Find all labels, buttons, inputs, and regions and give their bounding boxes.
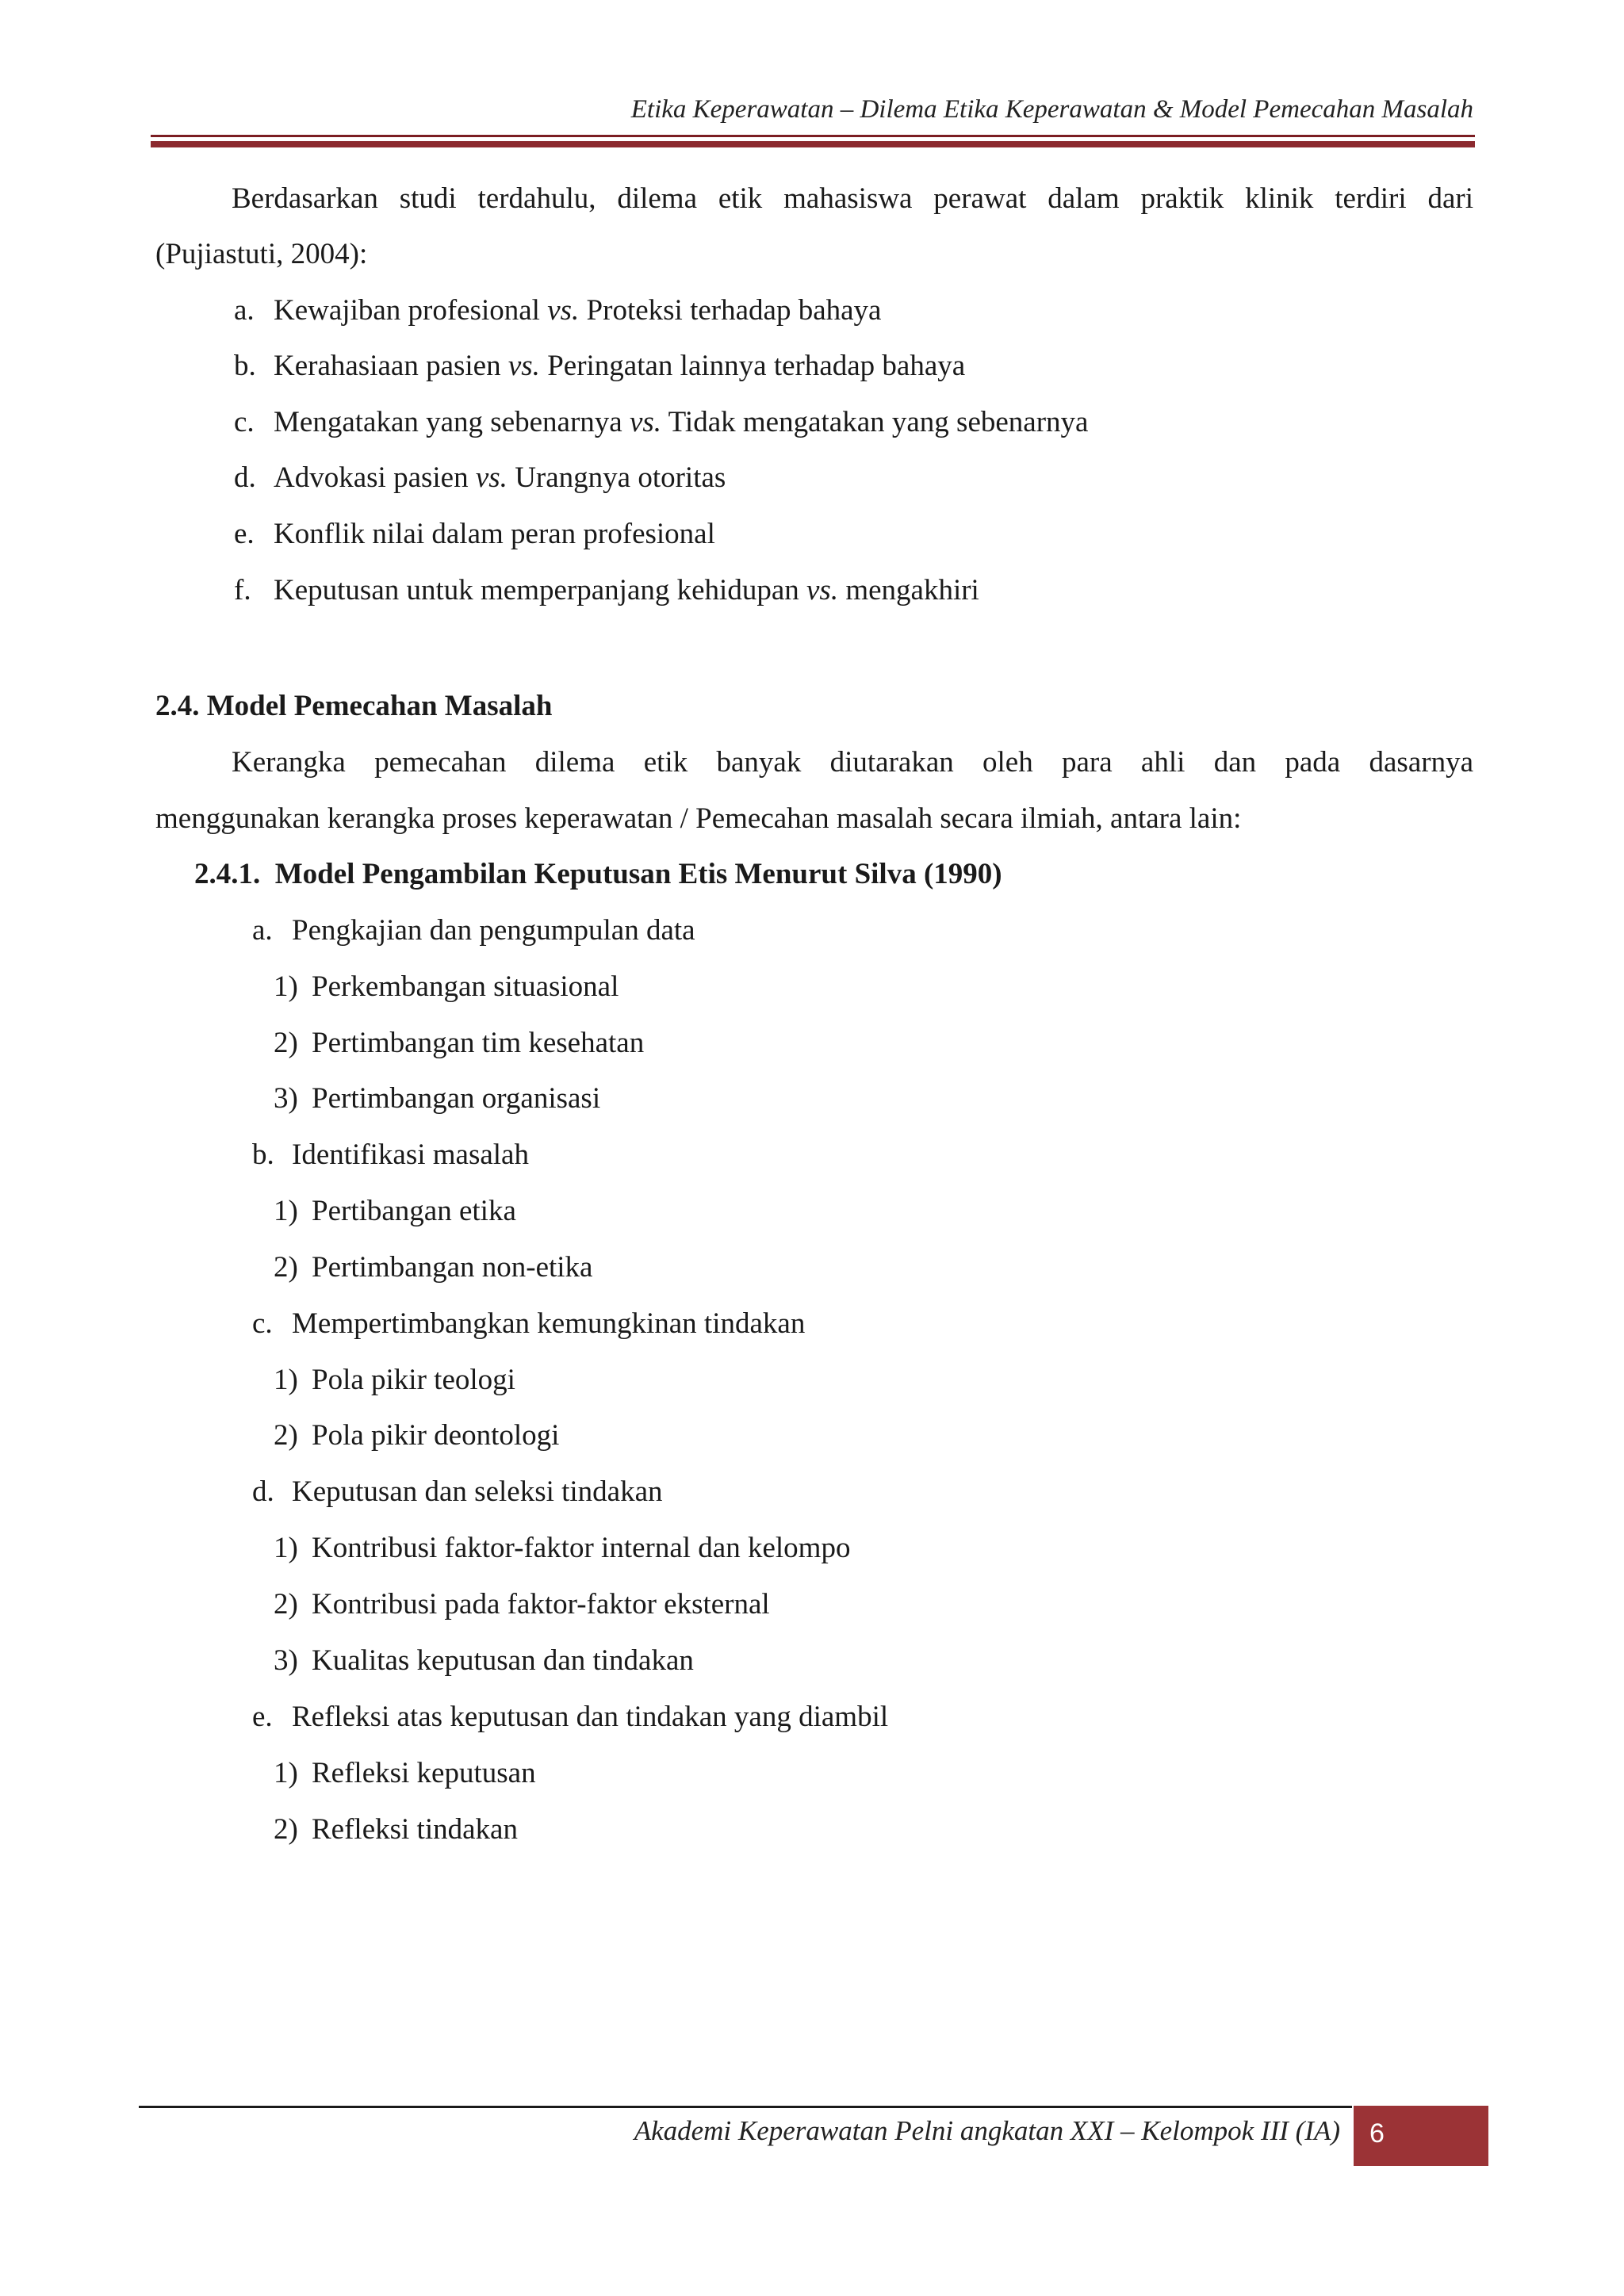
sub-step-item: 2) Refleksi tindakan — [274, 1813, 518, 1846]
intro-line-2: (Pujiastuti, 2004): — [155, 238, 368, 270]
sub-step-item: 3) Pertimbangan organisasi — [274, 1082, 601, 1115]
intro-line-1: Berdasarkan studi terdahulu, dilema etik mahasiswa perawat dalam praktik klinik terdiri dari — [232, 182, 1473, 215]
list-item: c. Mengatakan yang sebenarnya vs. Tidak mengatakan yang sebenarnya — [234, 406, 1089, 438]
list-item: b. Kerahasiaan pasien vs. Peringatan lainnya terhadap bahaya — [234, 350, 966, 382]
sub-step-item: 2) Pola pikir deontologi — [274, 1419, 560, 1452]
sub-step-item: 2) Kontribusi pada faktor-faktor eksternal — [274, 1588, 770, 1621]
section-paragraph-line-1: Kerangka pemecahan dilema etik banyak diutarakan oleh para ahli dan pada dasarnya — [232, 746, 1473, 779]
list-item: e. Konflik nilai dalam peran profesional — [234, 518, 715, 550]
step-item: a. Pengkajian dan pengumpulan data — [252, 914, 695, 947]
step-item: c. Mempertimbangkan kemungkinan tindakan — [252, 1307, 806, 1340]
sub-step-item: 1) Pola pikir teologi — [274, 1364, 515, 1396]
footer-rule — [139, 2106, 1352, 2108]
running-footer: Akademi Keperawatan Pelni angkatan XXI – Kelompok III (IA) — [634, 2115, 1340, 2146]
sub-step-item: 1) Perkembangan situasional — [274, 970, 619, 1003]
section-heading: 2.4. Model Pemecahan Masalah — [155, 690, 553, 722]
sub-step-item: 2) Pertimbangan non-etika — [274, 1251, 593, 1284]
sub-step-item: 1) Kontribusi faktor-faktor internal dan kelompo — [274, 1532, 851, 1564]
subsection-heading: 2.4.1. Model Pengambilan Keputusan Etis Menurut Silva (1990) — [194, 858, 1002, 890]
list-item: f. Keputusan untuk memperpanjang kehidupan vs. mengakhiri — [234, 574, 979, 607]
step-item: b. Identifikasi masalah — [252, 1138, 529, 1171]
list-item: a. Kewajiban profesional vs. Proteksi terhadap bahaya — [234, 294, 882, 327]
sub-step-item: 3) Kualitas keputusan dan tindakan — [274, 1644, 694, 1677]
sub-step-item: 1) Refleksi keputusan — [274, 1757, 536, 1789]
header-rule-thick — [151, 141, 1475, 147]
sub-step-item: 1) Pertibangan etika — [274, 1195, 516, 1227]
running-header: Etika Keperawatan – Dilema Etika Keperawatan & Model Pemecahan Masalah — [630, 95, 1473, 124]
sub-step-item: 2) Pertimbangan tim kesehatan — [274, 1027, 645, 1059]
section-paragraph-line-2: menggunakan kerangka proses keperawatan / Pemecahan masalah secara ilmiah, antara lain: — [155, 802, 1242, 835]
step-item: d. Keputusan dan seleksi tindakan — [252, 1475, 663, 1508]
header-rule-thin — [151, 135, 1475, 137]
list-item: d. Advokasi pasien vs. Urangnya otoritas — [234, 461, 726, 494]
step-item: e. Refleksi atas keputusan dan tindakan yang diambil — [252, 1701, 889, 1733]
page-number: 6 — [1369, 2118, 1385, 2149]
